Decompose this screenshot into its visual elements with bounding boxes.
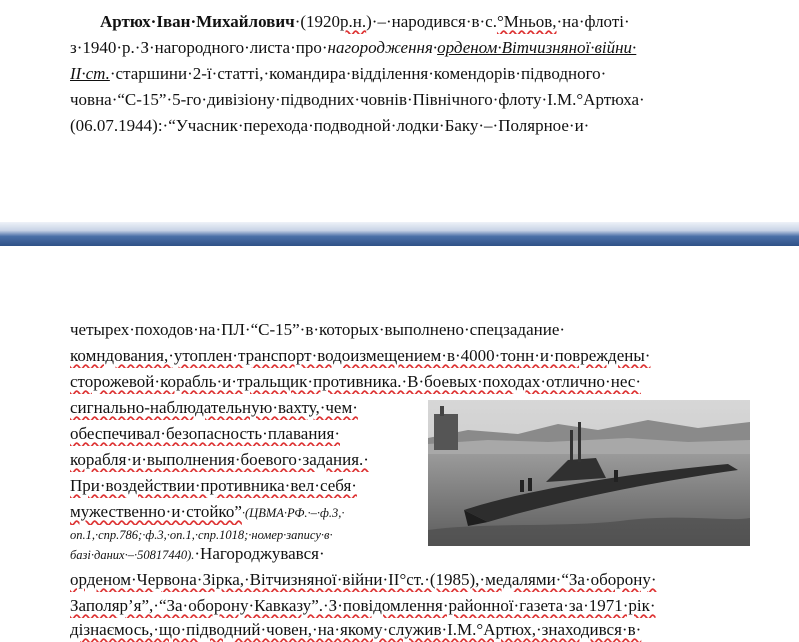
text-run: ·на·флоті· [556,12,630,31]
archive-citation: ·(ЦВМА·РФ.·–·ф.3,· [241,506,345,520]
paragraph-line [70,542,415,567]
paragraph-line: орденом·Червона·Зірка,·Вітчизняної·війни·ІІ°ст.·(1985),·медалями·“За·оборону· [70,570,657,589]
paragraph-line: човна·“С-15”·5-го·дивізіону·підводних·човнів·Північного·флоту·І.М.°Артюха· [70,90,645,109]
text-run: °Мньов, [496,12,557,31]
page-break-separator [0,222,799,246]
paragraph-line: комндования,·утоплен·транспорт·водоизмещением·в·4000·тонн·и·повреждены· [70,346,651,365]
award-text: орденом·Вітчизняної·війни· [437,38,637,57]
person-name: Артюх·Іван·Михайлович [100,12,295,31]
text-run: мужественно·и·стойко” [70,502,242,521]
paragraph-line: При·воздействии·противника·вел·себя· [70,476,357,495]
paragraph-line: четырех·походов·на·ПЛ·“С-15”·в·которых·выполнено·спецзадание· [70,320,566,339]
text-run: ·старшини·2-ї·статті,·командира·відділення·комендорів·підводного· [109,64,607,83]
paragraph-line: Заполяр’я”,·“За·оборону·Кавказу”.·З·повідомлення·районної·газета·за·1971·рік· [70,596,656,615]
paragraph-line [100,10,760,34]
paragraph-line: корабля·и·выполнения·боевого·задания.· [70,450,369,469]
text-run: з·1940·р.·З·нагородного·листа·про· [70,38,328,57]
paragraph-line: обеспечивал·безопасность·плавания· [70,424,340,443]
award-text: нагородження· [327,38,438,57]
document-page-top [0,0,799,222]
text-run: р.н. [340,12,367,31]
paragraph-line [70,500,415,525]
submarine-image [428,400,750,546]
paragraph-line [70,62,760,86]
text-run: ·Нагороджувався· [194,544,325,563]
paragraph-line: дізнаємось,·що·підводний·човен,·на·якому·служив·І.М.°Артюх,·знаходився·в· [70,620,642,639]
archive-citation: оп.1,·спр.786;·ф.3,·оп.1,·спр.1018;·номер·запису·в· [70,528,333,542]
award-text: ІІ·ст. [70,64,110,83]
paragraph-line: сигнально-наблюдательную·вахту,·чем· [70,398,358,417]
submarine-photo [428,400,750,546]
text-run: ·(1920 [294,12,341,31]
text-run: )·–·народився·в·с. [366,12,497,31]
paragraph-line [70,36,760,60]
paragraph-line: (06.07.1944):·“Учасник·перехода·подводной·лодки·Баку·–·Полярное·и· [70,116,590,135]
archive-citation: базі·даних·–·50817440). [70,548,195,562]
paragraph-line: сторожевой·корабль·и·тральщик·противника.·В·боевых·походах·отлично·нес· [70,372,641,391]
